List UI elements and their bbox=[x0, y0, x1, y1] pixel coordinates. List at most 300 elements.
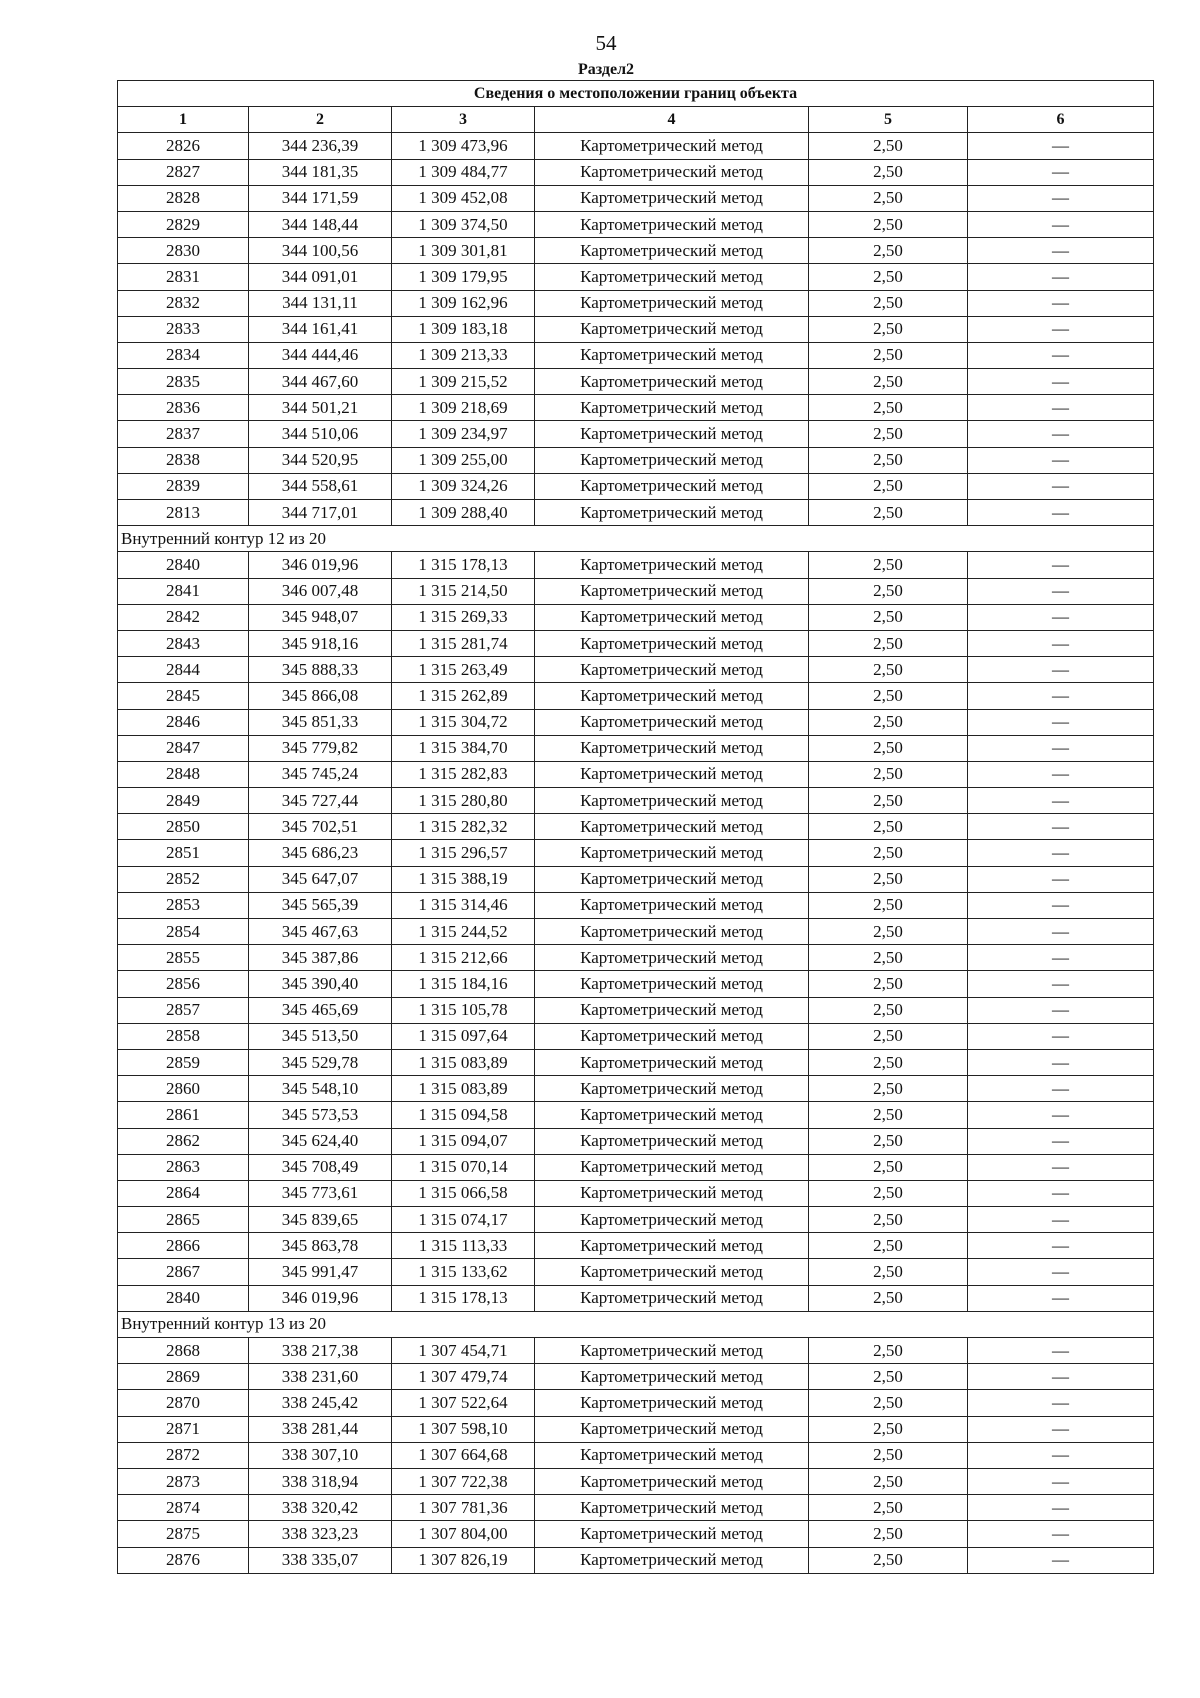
method: Картометрический метод bbox=[535, 971, 809, 997]
point-number: 2862 bbox=[118, 1128, 249, 1154]
x-coordinate: 338 217,38 bbox=[249, 1338, 392, 1364]
table-row bbox=[118, 369, 1154, 395]
point-number: 2861 bbox=[118, 1102, 249, 1128]
table-row bbox=[118, 919, 1154, 945]
accuracy: 2,50 bbox=[809, 1521, 968, 1547]
description: — bbox=[968, 159, 1154, 185]
point-number: 2868 bbox=[118, 1338, 249, 1364]
table-row bbox=[118, 945, 1154, 971]
x-coordinate: 338 281,44 bbox=[249, 1416, 392, 1442]
method: Картометрический метод bbox=[535, 866, 809, 892]
description: — bbox=[968, 447, 1154, 473]
x-coordinate: 344 171,59 bbox=[249, 185, 392, 211]
x-coordinate: 345 624,40 bbox=[249, 1128, 392, 1154]
accuracy: 2,50 bbox=[809, 500, 968, 526]
method: Картометрический метод bbox=[535, 657, 809, 683]
point-number: 2826 bbox=[118, 133, 249, 159]
point-number: 2859 bbox=[118, 1049, 249, 1075]
table-row bbox=[118, 421, 1154, 447]
method: Картометрический метод bbox=[535, 473, 809, 499]
x-coordinate: 338 318,94 bbox=[249, 1468, 392, 1494]
y-coordinate: 1 315 097,64 bbox=[392, 1023, 535, 1049]
y-coordinate: 1 309 452,08 bbox=[392, 185, 535, 211]
accuracy: 2,50 bbox=[809, 1442, 968, 1468]
description: — bbox=[968, 211, 1154, 237]
table-row bbox=[118, 1416, 1154, 1442]
method: Картометрический метод bbox=[535, 945, 809, 971]
description: — bbox=[968, 945, 1154, 971]
point-number: 2846 bbox=[118, 709, 249, 735]
y-coordinate: 1 309 324,26 bbox=[392, 473, 535, 499]
x-coordinate: 344 520,95 bbox=[249, 447, 392, 473]
y-coordinate: 1 309 255,00 bbox=[392, 447, 535, 473]
point-number: 2827 bbox=[118, 159, 249, 185]
table-row bbox=[118, 342, 1154, 368]
column-number: 6 bbox=[968, 107, 1154, 133]
accuracy: 2,50 bbox=[809, 1495, 968, 1521]
description: — bbox=[968, 578, 1154, 604]
contour-label: Внутренний контур 12 из 20 bbox=[118, 526, 1154, 552]
description: — bbox=[968, 1390, 1154, 1416]
accuracy: 2,50 bbox=[809, 395, 968, 421]
y-coordinate: 1 307 454,71 bbox=[392, 1338, 535, 1364]
point-number: 2860 bbox=[118, 1076, 249, 1102]
description: — bbox=[968, 1416, 1154, 1442]
y-coordinate: 1 309 288,40 bbox=[392, 500, 535, 526]
description: — bbox=[968, 1023, 1154, 1049]
description: — bbox=[968, 369, 1154, 395]
description: — bbox=[968, 1338, 1154, 1364]
accuracy: 2,50 bbox=[809, 159, 968, 185]
point-number: 2833 bbox=[118, 316, 249, 342]
method: Картометрический метод bbox=[535, 788, 809, 814]
table-row bbox=[118, 1338, 1154, 1364]
y-coordinate: 1 315 304,72 bbox=[392, 709, 535, 735]
y-coordinate: 1 309 179,95 bbox=[392, 264, 535, 290]
table-row bbox=[118, 1364, 1154, 1390]
table-row bbox=[118, 683, 1154, 709]
table-row bbox=[118, 1233, 1154, 1259]
accuracy: 2,50 bbox=[809, 1154, 968, 1180]
x-coordinate: 345 779,82 bbox=[249, 735, 392, 761]
y-coordinate: 1 315 105,78 bbox=[392, 997, 535, 1023]
table-row bbox=[118, 971, 1154, 997]
table-row bbox=[118, 788, 1154, 814]
y-coordinate: 1 315 282,83 bbox=[392, 761, 535, 787]
accuracy: 2,50 bbox=[809, 133, 968, 159]
point-number: 2850 bbox=[118, 814, 249, 840]
x-coordinate: 345 727,44 bbox=[249, 788, 392, 814]
accuracy: 2,50 bbox=[809, 840, 968, 866]
table-row bbox=[118, 264, 1154, 290]
accuracy: 2,50 bbox=[809, 1364, 968, 1390]
method: Картометрический метод bbox=[535, 1180, 809, 1206]
point-number: 2848 bbox=[118, 761, 249, 787]
method: Картометрический метод bbox=[535, 1416, 809, 1442]
x-coordinate: 344 717,01 bbox=[249, 500, 392, 526]
method: Картометрический метод bbox=[535, 552, 809, 578]
point-number: 2858 bbox=[118, 1023, 249, 1049]
y-coordinate: 1 315 066,58 bbox=[392, 1180, 535, 1206]
table-row bbox=[118, 1285, 1154, 1311]
description: — bbox=[968, 866, 1154, 892]
x-coordinate: 344 236,39 bbox=[249, 133, 392, 159]
x-coordinate: 338 231,60 bbox=[249, 1364, 392, 1390]
method: Картометрический метод bbox=[535, 1128, 809, 1154]
description: — bbox=[968, 1442, 1154, 1468]
point-number: 2870 bbox=[118, 1390, 249, 1416]
y-coordinate: 1 315 074,17 bbox=[392, 1207, 535, 1233]
table-row bbox=[118, 657, 1154, 683]
description: — bbox=[968, 683, 1154, 709]
x-coordinate: 344 467,60 bbox=[249, 369, 392, 395]
description: — bbox=[968, 264, 1154, 290]
table-row bbox=[118, 1154, 1154, 1180]
accuracy: 2,50 bbox=[809, 211, 968, 237]
y-coordinate: 1 309 484,77 bbox=[392, 159, 535, 185]
description: — bbox=[968, 1180, 1154, 1206]
table-row bbox=[118, 997, 1154, 1023]
x-coordinate: 345 647,07 bbox=[249, 866, 392, 892]
x-coordinate: 345 686,23 bbox=[249, 840, 392, 866]
x-coordinate: 346 019,96 bbox=[249, 1285, 392, 1311]
point-number: 2876 bbox=[118, 1547, 249, 1573]
x-coordinate: 345 565,39 bbox=[249, 892, 392, 918]
method: Картометрический метод bbox=[535, 238, 809, 264]
point-number: 2855 bbox=[118, 945, 249, 971]
column-number: 4 bbox=[535, 107, 809, 133]
contour-label: Внутренний контур 13 из 20 bbox=[118, 1311, 1154, 1337]
table-row bbox=[118, 552, 1154, 578]
accuracy: 2,50 bbox=[809, 1128, 968, 1154]
y-coordinate: 1 315 094,58 bbox=[392, 1102, 535, 1128]
x-coordinate: 345 745,24 bbox=[249, 761, 392, 787]
x-coordinate: 345 839,65 bbox=[249, 1207, 392, 1233]
table-row bbox=[118, 1207, 1154, 1233]
description: — bbox=[968, 473, 1154, 499]
point-number: 2838 bbox=[118, 447, 249, 473]
description: — bbox=[968, 185, 1154, 211]
method: Картометрический метод bbox=[535, 447, 809, 473]
y-coordinate: 1 309 162,96 bbox=[392, 290, 535, 316]
method: Картометрический метод bbox=[535, 1547, 809, 1573]
table-row bbox=[118, 159, 1154, 185]
table-row bbox=[118, 211, 1154, 237]
description: — bbox=[968, 735, 1154, 761]
method: Картометрический метод bbox=[535, 1390, 809, 1416]
method: Картометрический метод bbox=[535, 159, 809, 185]
method: Картометрический метод bbox=[535, 814, 809, 840]
point-number: 2852 bbox=[118, 866, 249, 892]
table-row bbox=[118, 1128, 1154, 1154]
y-coordinate: 1 307 826,19 bbox=[392, 1547, 535, 1573]
y-coordinate: 1 315 269,33 bbox=[392, 604, 535, 630]
y-coordinate: 1 315 282,32 bbox=[392, 814, 535, 840]
point-number: 2866 bbox=[118, 1233, 249, 1259]
table-row bbox=[118, 892, 1154, 918]
x-coordinate: 344 510,06 bbox=[249, 421, 392, 447]
accuracy: 2,50 bbox=[809, 473, 968, 499]
table-row bbox=[118, 1521, 1154, 1547]
method: Картометрический метод bbox=[535, 1102, 809, 1128]
table-row bbox=[118, 604, 1154, 630]
accuracy: 2,50 bbox=[809, 945, 968, 971]
point-number: 2840 bbox=[118, 1285, 249, 1311]
description: — bbox=[968, 997, 1154, 1023]
description: — bbox=[968, 788, 1154, 814]
y-coordinate: 1 315 178,13 bbox=[392, 1285, 535, 1311]
accuracy: 2,50 bbox=[809, 1023, 968, 1049]
description: — bbox=[968, 1207, 1154, 1233]
description: — bbox=[968, 1049, 1154, 1075]
accuracy: 2,50 bbox=[809, 369, 968, 395]
description: — bbox=[968, 342, 1154, 368]
y-coordinate: 1 315 178,13 bbox=[392, 552, 535, 578]
x-coordinate: 338 307,10 bbox=[249, 1442, 392, 1468]
description: — bbox=[968, 1259, 1154, 1285]
point-number: 2851 bbox=[118, 840, 249, 866]
point-number: 2835 bbox=[118, 369, 249, 395]
point-number: 2872 bbox=[118, 1442, 249, 1468]
method: Картометрический метод bbox=[535, 500, 809, 526]
x-coordinate: 346 019,96 bbox=[249, 552, 392, 578]
y-coordinate: 1 309 215,52 bbox=[392, 369, 535, 395]
x-coordinate: 338 335,07 bbox=[249, 1547, 392, 1573]
x-coordinate: 344 091,01 bbox=[249, 264, 392, 290]
description: — bbox=[968, 290, 1154, 316]
table-row bbox=[118, 473, 1154, 499]
x-coordinate: 345 529,78 bbox=[249, 1049, 392, 1075]
point-number: 2840 bbox=[118, 552, 249, 578]
point-number: 2832 bbox=[118, 290, 249, 316]
accuracy: 2,50 bbox=[809, 1468, 968, 1494]
table-row bbox=[118, 1180, 1154, 1206]
accuracy: 2,50 bbox=[809, 735, 968, 761]
method: Картометрический метод bbox=[535, 578, 809, 604]
table-row bbox=[118, 447, 1154, 473]
accuracy: 2,50 bbox=[809, 1233, 968, 1259]
point-number: 2834 bbox=[118, 342, 249, 368]
accuracy: 2,50 bbox=[809, 264, 968, 290]
method: Картометрический метод bbox=[535, 1338, 809, 1364]
table-row bbox=[118, 238, 1154, 264]
description: — bbox=[968, 814, 1154, 840]
accuracy: 2,50 bbox=[809, 1180, 968, 1206]
point-number: 2856 bbox=[118, 971, 249, 997]
x-coordinate: 345 948,07 bbox=[249, 604, 392, 630]
x-coordinate: 344 558,61 bbox=[249, 473, 392, 499]
y-coordinate: 1 315 184,16 bbox=[392, 971, 535, 997]
table-row bbox=[118, 578, 1154, 604]
description: — bbox=[968, 919, 1154, 945]
y-coordinate: 1 309 183,18 bbox=[392, 316, 535, 342]
y-coordinate: 1 315 133,62 bbox=[392, 1259, 535, 1285]
accuracy: 2,50 bbox=[809, 1338, 968, 1364]
accuracy: 2,50 bbox=[809, 997, 968, 1023]
method: Картометрический метод bbox=[535, 1495, 809, 1521]
point-number: 2873 bbox=[118, 1468, 249, 1494]
y-coordinate: 1 315 384,70 bbox=[392, 735, 535, 761]
accuracy: 2,50 bbox=[809, 683, 968, 709]
description: — bbox=[968, 657, 1154, 683]
point-number: 2869 bbox=[118, 1364, 249, 1390]
method: Картометрический метод bbox=[535, 919, 809, 945]
x-coordinate: 345 467,63 bbox=[249, 919, 392, 945]
accuracy: 2,50 bbox=[809, 1259, 968, 1285]
point-number: 2864 bbox=[118, 1180, 249, 1206]
method: Картометрический метод bbox=[535, 1233, 809, 1259]
method: Картометрический метод bbox=[535, 211, 809, 237]
method: Картометрический метод bbox=[535, 1259, 809, 1285]
accuracy: 2,50 bbox=[809, 316, 968, 342]
point-number: 2867 bbox=[118, 1259, 249, 1285]
accuracy: 2,50 bbox=[809, 578, 968, 604]
point-number: 2829 bbox=[118, 211, 249, 237]
y-coordinate: 1 315 070,14 bbox=[392, 1154, 535, 1180]
accuracy: 2,50 bbox=[809, 552, 968, 578]
x-coordinate: 346 007,48 bbox=[249, 578, 392, 604]
accuracy: 2,50 bbox=[809, 1390, 968, 1416]
point-number: 2828 bbox=[118, 185, 249, 211]
point-number: 2839 bbox=[118, 473, 249, 499]
description: — bbox=[968, 761, 1154, 787]
table-row bbox=[118, 1547, 1154, 1573]
method: Картометрический метод bbox=[535, 369, 809, 395]
y-coordinate: 1 315 263,49 bbox=[392, 657, 535, 683]
x-coordinate: 345 702,51 bbox=[249, 814, 392, 840]
table-row bbox=[118, 290, 1154, 316]
y-coordinate: 1 307 479,74 bbox=[392, 1364, 535, 1390]
x-coordinate: 345 888,33 bbox=[249, 657, 392, 683]
description: — bbox=[968, 1076, 1154, 1102]
method: Картометрический метод bbox=[535, 1049, 809, 1075]
x-coordinate: 344 181,35 bbox=[249, 159, 392, 185]
contour-header-row bbox=[118, 1311, 1154, 1337]
y-coordinate: 1 315 083,89 bbox=[392, 1076, 535, 1102]
description: — bbox=[968, 1364, 1154, 1390]
table-row bbox=[118, 316, 1154, 342]
accuracy: 2,50 bbox=[809, 761, 968, 787]
description: — bbox=[968, 552, 1154, 578]
point-number: 2830 bbox=[118, 238, 249, 264]
table-row bbox=[118, 866, 1154, 892]
point-number: 2854 bbox=[118, 919, 249, 945]
description: — bbox=[968, 1154, 1154, 1180]
accuracy: 2,50 bbox=[809, 1207, 968, 1233]
accuracy: 2,50 bbox=[809, 788, 968, 814]
point-number: 2831 bbox=[118, 264, 249, 290]
accuracy: 2,50 bbox=[809, 866, 968, 892]
method: Картометрический метод bbox=[535, 290, 809, 316]
table-row bbox=[118, 630, 1154, 656]
accuracy: 2,50 bbox=[809, 1076, 968, 1102]
y-coordinate: 1 307 598,10 bbox=[392, 1416, 535, 1442]
point-number: 2836 bbox=[118, 395, 249, 421]
y-coordinate: 1 309 301,81 bbox=[392, 238, 535, 264]
method: Картометрический метод bbox=[535, 709, 809, 735]
x-coordinate: 338 245,42 bbox=[249, 1390, 392, 1416]
section-title: Раздел2 bbox=[577, 61, 635, 78]
column-number: 5 bbox=[809, 107, 968, 133]
accuracy: 2,50 bbox=[809, 604, 968, 630]
description: — bbox=[968, 1547, 1154, 1573]
table-row bbox=[118, 1495, 1154, 1521]
point-number: 2863 bbox=[118, 1154, 249, 1180]
column-number: 2 bbox=[249, 107, 392, 133]
point-number: 2837 bbox=[118, 421, 249, 447]
y-coordinate: 1 315 094,07 bbox=[392, 1128, 535, 1154]
description: — bbox=[968, 1285, 1154, 1311]
point-number: 2857 bbox=[118, 997, 249, 1023]
description: — bbox=[968, 421, 1154, 447]
y-coordinate: 1 315 281,74 bbox=[392, 630, 535, 656]
point-number: 2865 bbox=[118, 1207, 249, 1233]
method: Картометрический метод bbox=[535, 264, 809, 290]
y-coordinate: 1 315 280,80 bbox=[392, 788, 535, 814]
description: — bbox=[968, 1468, 1154, 1494]
accuracy: 2,50 bbox=[809, 447, 968, 473]
accuracy: 2,50 bbox=[809, 919, 968, 945]
point-number: 2841 bbox=[118, 578, 249, 604]
y-coordinate: 1 315 113,33 bbox=[392, 1233, 535, 1259]
description: — bbox=[968, 1521, 1154, 1547]
x-coordinate: 344 161,41 bbox=[249, 316, 392, 342]
accuracy: 2,50 bbox=[809, 1547, 968, 1573]
method: Картометрический метод bbox=[535, 892, 809, 918]
accuracy: 2,50 bbox=[809, 630, 968, 656]
point-number: 2813 bbox=[118, 500, 249, 526]
x-coordinate: 344 501,21 bbox=[249, 395, 392, 421]
point-number: 2847 bbox=[118, 735, 249, 761]
y-coordinate: 1 309 213,33 bbox=[392, 342, 535, 368]
description: — bbox=[968, 500, 1154, 526]
accuracy: 2,50 bbox=[809, 709, 968, 735]
x-coordinate: 345 387,86 bbox=[249, 945, 392, 971]
table-row bbox=[118, 395, 1154, 421]
method: Картометрический метод bbox=[535, 133, 809, 159]
point-number: 2874 bbox=[118, 1495, 249, 1521]
accuracy: 2,50 bbox=[809, 1285, 968, 1311]
boundary-table bbox=[117, 80, 1154, 1574]
page-number: 54 bbox=[595, 31, 617, 55]
y-coordinate: 1 309 234,97 bbox=[392, 421, 535, 447]
column-number: 3 bbox=[392, 107, 535, 133]
description: — bbox=[968, 1233, 1154, 1259]
accuracy: 2,50 bbox=[809, 1049, 968, 1075]
method: Картометрический метод bbox=[535, 395, 809, 421]
description: — bbox=[968, 1495, 1154, 1521]
method: Картометрический метод bbox=[535, 1442, 809, 1468]
table-row bbox=[118, 814, 1154, 840]
x-coordinate: 345 773,61 bbox=[249, 1180, 392, 1206]
accuracy: 2,50 bbox=[809, 1102, 968, 1128]
y-coordinate: 1 307 781,36 bbox=[392, 1495, 535, 1521]
accuracy: 2,50 bbox=[809, 892, 968, 918]
table-row bbox=[118, 1076, 1154, 1102]
accuracy: 2,50 bbox=[809, 421, 968, 447]
point-number: 2842 bbox=[118, 604, 249, 630]
y-coordinate: 1 315 388,19 bbox=[392, 866, 535, 892]
table-body bbox=[118, 133, 1154, 1573]
table-row bbox=[118, 1049, 1154, 1075]
method: Картометрический метод bbox=[535, 630, 809, 656]
accuracy: 2,50 bbox=[809, 657, 968, 683]
table-row bbox=[118, 761, 1154, 787]
accuracy: 2,50 bbox=[809, 814, 968, 840]
description: — bbox=[968, 316, 1154, 342]
method: Картометрический метод bbox=[535, 1468, 809, 1494]
y-coordinate: 1 315 314,46 bbox=[392, 892, 535, 918]
